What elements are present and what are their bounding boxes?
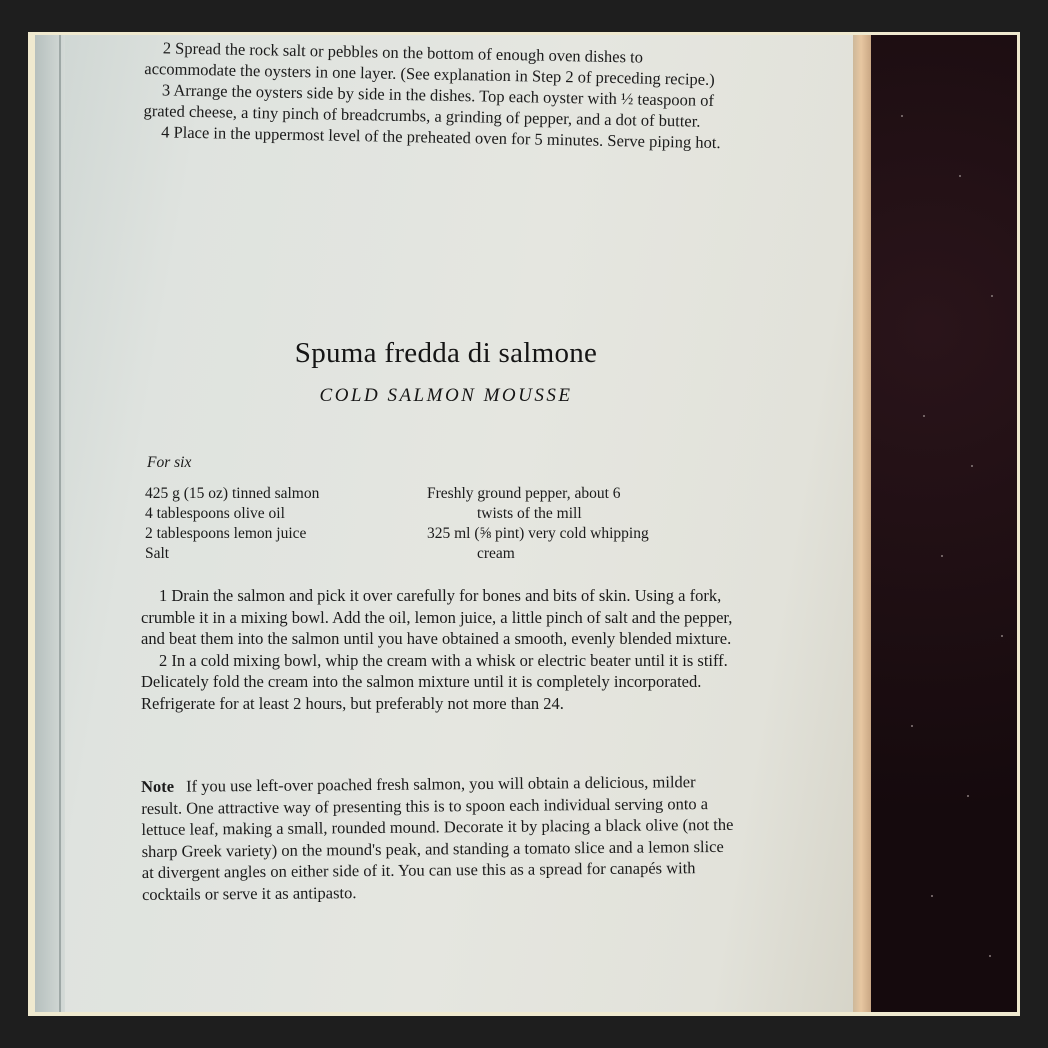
recipe-step-1: 1 Drain the salmon and pick it over carefully for bones and bits of skin. Using a fork, crumble it in a mixing bowl. Add the oil, lemon juice, a little pinch of salt and the pepper, and beat them into the salmon until you have obtained a smooth, evenly blended mixture. <box>141 586 733 648</box>
note-label: Note <box>141 776 175 796</box>
ingredients-left-column <box>145 484 425 564</box>
serving-size: For six <box>147 454 192 471</box>
gutter-line <box>59 35 61 1012</box>
ingredient-pepper: Freshly ground pepper, about 6 <box>427 485 621 502</box>
dark-background <box>871 35 1017 1012</box>
step-3-oysters: 3 Arrange the oysters side by side in the dishes. Top each oyster with ½ teaspoon of grated cheese, a tiny pinch of breadcrumbs, a grinding of pepper, and a dot of butter. <box>143 80 715 131</box>
ingredient-salmon: 425 g (15 oz) tinned salmon <box>145 485 320 502</box>
recipe-subtitle: COLD SALMON MOUSSE <box>319 385 573 406</box>
book-page <box>35 35 857 1012</box>
recipe-note <box>141 771 736 905</box>
recipe-title: Spuma fredda di salmone <box>294 337 598 369</box>
step-4-oysters: 4 Place in the uppermost level of the preheated oven for 5 minutes. Serve piping hot. <box>161 122 721 153</box>
page-edges <box>853 35 871 1012</box>
previous-recipe-steps <box>143 37 735 153</box>
step-2-oysters: 2 Spread the rock salt or pebbles on the bottom of enough oven dishes to accommodate the oysters in one layer. (See explanation in Step 2 of preceding recipe.) <box>144 38 715 89</box>
ingredient-olive-oil: 4 tablespoons olive oil <box>145 505 285 522</box>
ingredient-pepper-cont: twists of the mill <box>477 505 582 522</box>
ingredients-right-column <box>427 484 727 564</box>
recipe-steps <box>141 585 733 714</box>
ingredient-cream: 325 ml (⅝ pint) very cold whipping <box>427 525 649 542</box>
ingredient-salt: Salt <box>145 545 170 562</box>
ingredient-lemon-juice: 2 tablespoons lemon juice <box>145 525 307 542</box>
note-text: If you use left-over poached fresh salmon, you will obtain a delicious, milder result. One attractive way of presenting this is to spoon each individual serving onto a lettuce leaf, making a small, rounded mound. Decorate it by placing a black olive (not the sharp Greek variety) on the mound's peak, and standing a tomato slice and a lemon slice at divergent angles on either side of it. You can use this as a spread for canapés with cocktails or serve it as antipasto. <box>141 772 734 904</box>
book-photo <box>35 35 1017 1012</box>
ingredient-cream-cont: cream <box>477 545 515 562</box>
recipe-step-2: 2 In a cold mixing bowl, whip the cream with a whisk or electric beater until it is stiff. Delicately fold the cream into the salmon mixture until it is completely incorporated. Refrigerate for at least 2 hours, but preferably not more than 24. <box>141 650 728 713</box>
